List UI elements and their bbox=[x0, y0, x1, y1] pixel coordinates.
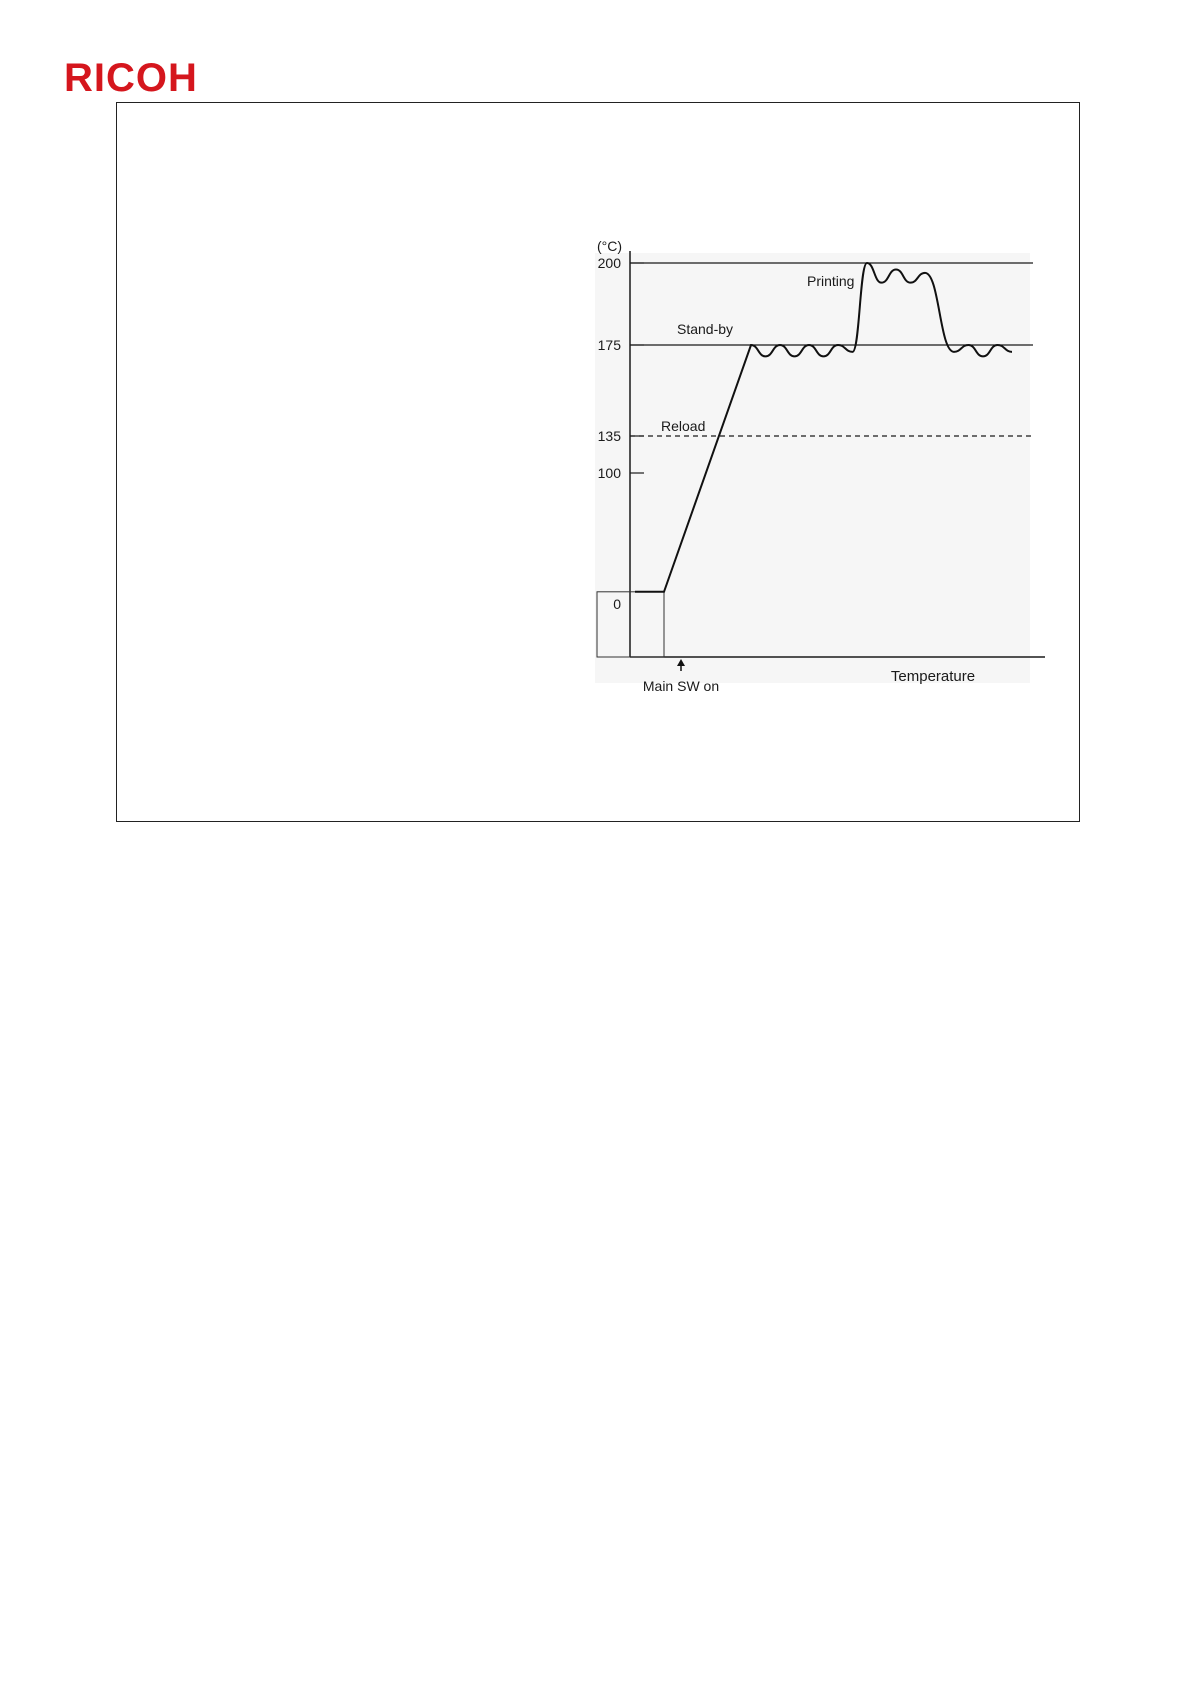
reference-label-printing: Printing bbox=[807, 273, 855, 289]
chart-frame bbox=[116, 102, 1080, 822]
x-axis-label: Temperature bbox=[890, 668, 976, 685]
plot-background bbox=[595, 253, 1030, 683]
y-tick-label: 175 bbox=[597, 337, 621, 353]
y-unit-label: (°C) bbox=[597, 238, 623, 254]
y-tick-label: 200 bbox=[597, 255, 621, 271]
ricoh-logo: RICOH bbox=[64, 56, 198, 100]
reference-label-stand-by: Stand-by bbox=[677, 321, 734, 337]
y-tick-label: 135 bbox=[597, 428, 621, 444]
y-tick-label: 0 bbox=[613, 596, 621, 612]
temperature-chart bbox=[117, 103, 1079, 821]
main-sw-label: Main SW on bbox=[642, 678, 720, 694]
reference-label-reload: Reload bbox=[661, 418, 706, 434]
y-tick-label: 100 bbox=[597, 465, 621, 481]
